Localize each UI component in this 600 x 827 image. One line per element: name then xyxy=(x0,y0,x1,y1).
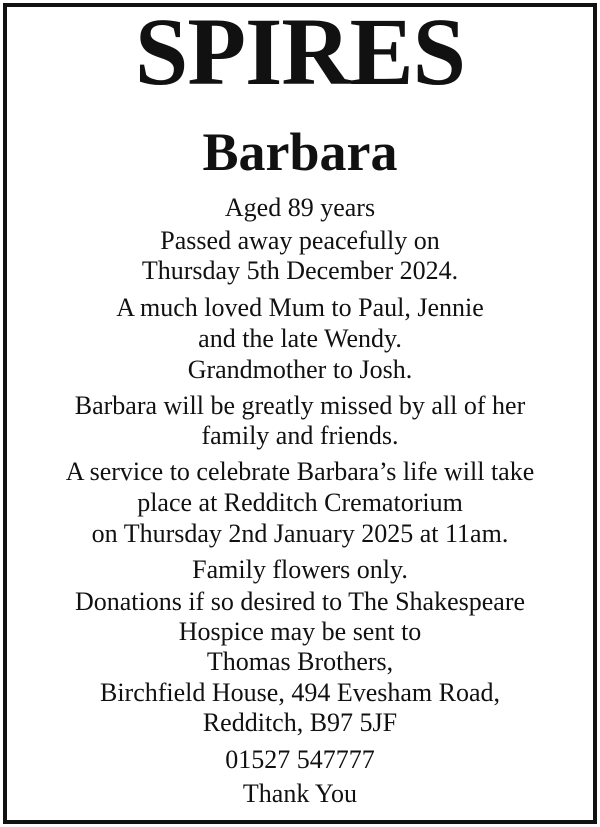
notice-line-family-friends: family and friends. xyxy=(201,421,399,450)
notice-line-crematorium: place at Redditch Crematorium xyxy=(137,488,463,517)
notice-line-hospice: Hospice may be sent to xyxy=(178,617,422,646)
notice-line-funeral-director: Thomas Brothers, xyxy=(206,647,394,676)
notice-line-donations: Donations if so desired to The Shakespeare xyxy=(74,587,526,616)
notice-line-address: Birchfield House, 494 Evesham Road, xyxy=(99,678,501,707)
surname-heading: SPIRES xyxy=(134,0,466,105)
notice-line-service: A service to celebrate Barbara’s life will take xyxy=(65,457,535,486)
notice-line-phone: 01527 547777 xyxy=(225,745,375,774)
notice-line-passed-away: Passed away peacefully on xyxy=(160,226,440,255)
notice-line-grandmother: Grandmother to Josh. xyxy=(187,355,413,384)
notice-line-loved-mum: A much loved Mum to Paul, Jennie xyxy=(116,293,484,322)
notice-line-service-date: on Thursday 2nd January 2025 at 11am. xyxy=(91,519,509,548)
notice-line-thank-you: Thank You xyxy=(242,779,358,808)
notice-line-postcode: Redditch, B97 5JF xyxy=(202,708,398,737)
notice-line-missed: Barbara will be greatly missed by all of her xyxy=(74,391,526,420)
notice-line-family-flowers: Family flowers only. xyxy=(192,555,408,584)
notice-line-age: Aged 89 years xyxy=(224,193,376,222)
notice-line-date-of-death: Thursday 5th December 2024. xyxy=(141,256,459,285)
first-name-heading: Barbara xyxy=(202,122,398,182)
notice-line-late-wendy: and the late Wendy. xyxy=(198,324,402,353)
